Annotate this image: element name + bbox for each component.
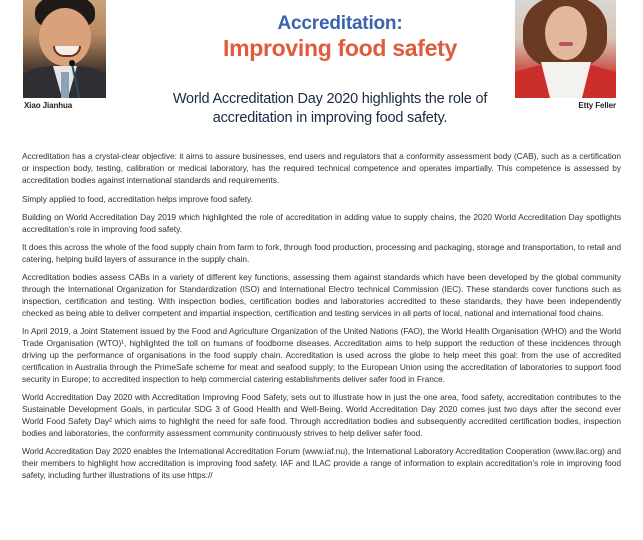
paragraph: In April 2019, a Joint Statement issued by the Food and Agriculture Organization of the United Nations (FAO), the World Health Organisation (WHO) and the World Trade Organisation (WTO)¹, highlighted the toll on humans of foodborne diseases. Accreditation aims to help support the reduction of these incidences through driving up the performance of organisations in the food supply chain. Accreditation is used across the globe to help meet this goal: from the use of accredited certification in Australia through the PrimeSafe scheme for meat and seafood supply; to the European Union using the accreditation of laboratories to support food security in Europe; to accredited inspection to help commercial catering establishments deliver safer food in France. <box>22 326 621 384</box>
paragraph: World Accreditation Day 2020 enables the International Accreditation Forum (www.iaf.nu), the International Laboratory Accreditation Cooperation (www.ilac.org) and their members to highlight how accreditation is improving food safety. IAF and ILAC provide a range of information to explain accreditation’s role in improving food safety, including further illustrations of its use https:// <box>22 446 621 480</box>
paragraph: Simply applied to food, accreditation helps improve food safety. <box>22 194 253 204</box>
etty-feller-photo <box>515 0 616 98</box>
subtitle: World Accreditation Day 2020 highlights the role of accreditation in improving food safety. <box>172 91 488 126</box>
paragraph: Building on World Accreditation Day 2019 which highlighted the role of accreditation in adding value to supply chains, the 2020 World Accreditation Day spotlights accreditation’s role in improving food safety. <box>22 212 621 234</box>
title-line-2: Improving food safety <box>223 35 457 61</box>
title-line-1: Accreditation: <box>277 13 403 34</box>
page-title <box>150 13 530 61</box>
paragraph: Accreditation bodies assess CABs in a variety of different key functions, assessing them against standards which have been developed by the global community through the International Organization for Standardization (ISO) and International Electro technical Commission (IEC). These standards cover functions such as inspection, certification and testing. With inspection bodies, certification bodies and laboratories accredited to these standards, they have been independently checked as being able to deliver competent and impartial inspection, certification and testing services in all parts of local, national and international food chains. <box>22 272 621 318</box>
photo-caption-left: Xiao Jianhua <box>24 101 73 110</box>
paragraph: World Accreditation Day 2020 with Accreditation Improving Food Safety, sets out to illustrate how in just the one area, food safety, accreditation contributes to the Sustainable Development Goals, in particular SDG 3 of Good Health and Well-Being. World Accreditation Day 2020 comes just two days after the second ever World Food Safety Day² which aims to highlight the need for safe food. Through accreditation bodies and subsequently accredited certification bodies, inspection bodies and laboratories, the conformity assessment community continuously strives to help deliver safer food. <box>22 392 621 438</box>
photo-caption-right: Etty Feller <box>578 101 616 110</box>
xiao-jianhua-photo <box>23 0 106 98</box>
paragraph: It does this across the whole of the food supply chain from farm to fork, through food production, processing and packaging, storage and transportation, to retail and catering, helping build layers of assurance in the supply chain. <box>22 242 621 264</box>
article-body <box>22 150 621 487</box>
paragraph: Accreditation has a crystal-clear objective: it aims to assure businesses, end users and regulators that a conformity assessment body (CAB), such as a certification or inspection body, testing, calibration or medical laboratory, has the required technical competence and operates impartially. This competence is assessed by accreditation bodies against international standards and requirements. <box>22 151 621 185</box>
